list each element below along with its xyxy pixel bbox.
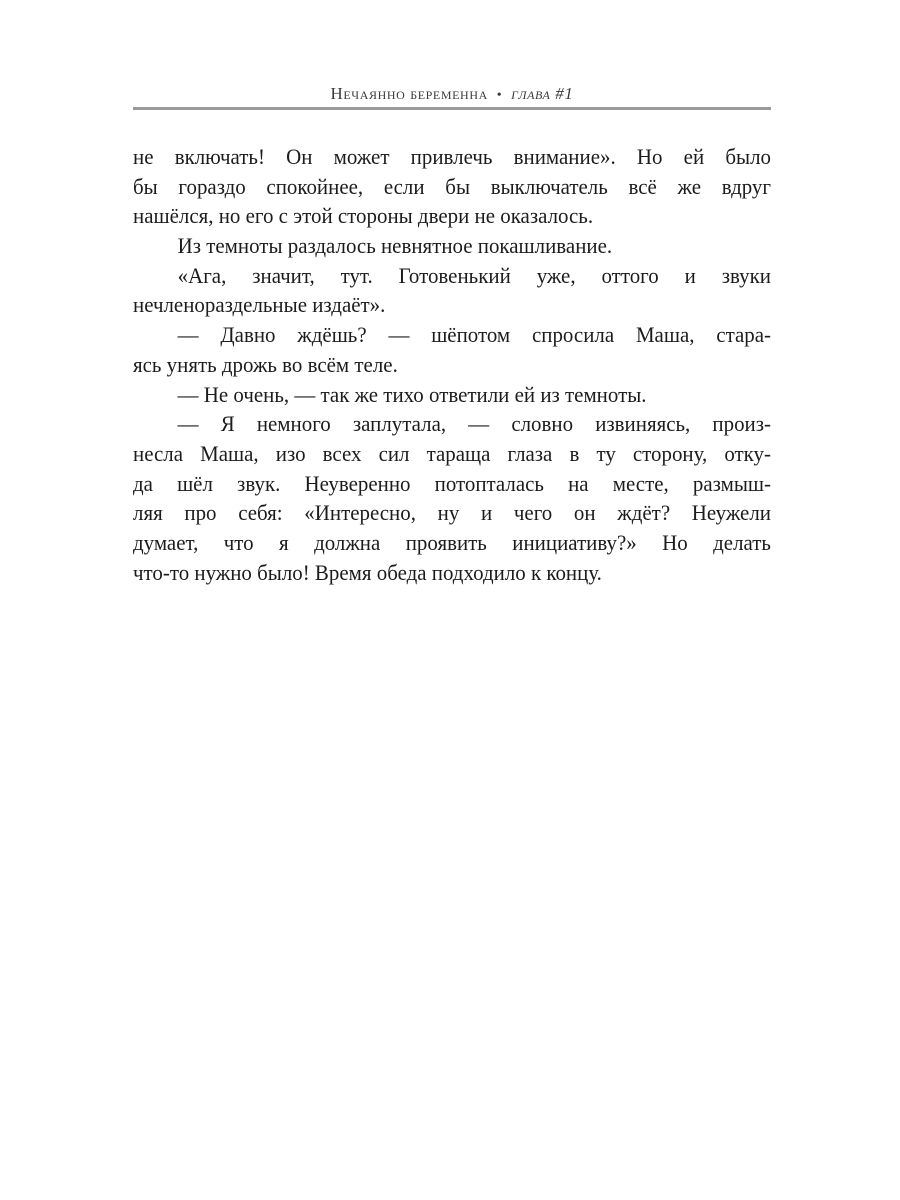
text-line: нашёлся, но его с этой стороны двери не оказалось.	[133, 203, 594, 229]
text-line: что-то нужно было! Время обеда подходило к концу.	[133, 559, 602, 585]
text-line: ясь унять дрожь во всём теле.	[133, 351, 398, 377]
text-line: ляя про себя: «Интересно, ну и чего он ждёт? Неужели	[133, 500, 771, 526]
chapter-label: глава #1	[511, 84, 574, 103]
text-line: несла Маша, изо всех сил таращa глаза в ту сторону, отку-	[133, 440, 771, 466]
body-text	[133, 142, 771, 587]
bullet-separator: •	[496, 88, 503, 103]
header-rule	[133, 107, 771, 110]
text-line: думает, что я должна проявить инициативу?» Но делать	[133, 529, 771, 555]
text-line: нечленораздельные издаёт».	[133, 292, 386, 318]
text-line: «Ага, значит, тут. Готовенький уже, оттого и звуки	[177, 262, 771, 288]
text-line: не включать! Он может привлечь внимание». Но ей было	[133, 144, 771, 169]
text-line: — Я немного заплутала, — словно извиняясь, произ-	[177, 411, 771, 437]
book-title: Нечаянно беременна	[330, 84, 488, 103]
text-line: да шёл звук. Неуверенно потопталась на месте, размыш-	[133, 470, 771, 496]
text-line: Из темноты раздалось невнятное покашливание.	[177, 233, 613, 259]
text-line: — Давно ждёшь? — шёпотом спросила Маша, стара-	[177, 322, 771, 348]
running-head	[133, 84, 771, 106]
text-line: бы гораздо спокойнее, если бы выключатель всё же вдруг	[133, 173, 771, 199]
text-line: — Не очень, — так же тихо ответили ей из темноты.	[177, 381, 647, 407]
